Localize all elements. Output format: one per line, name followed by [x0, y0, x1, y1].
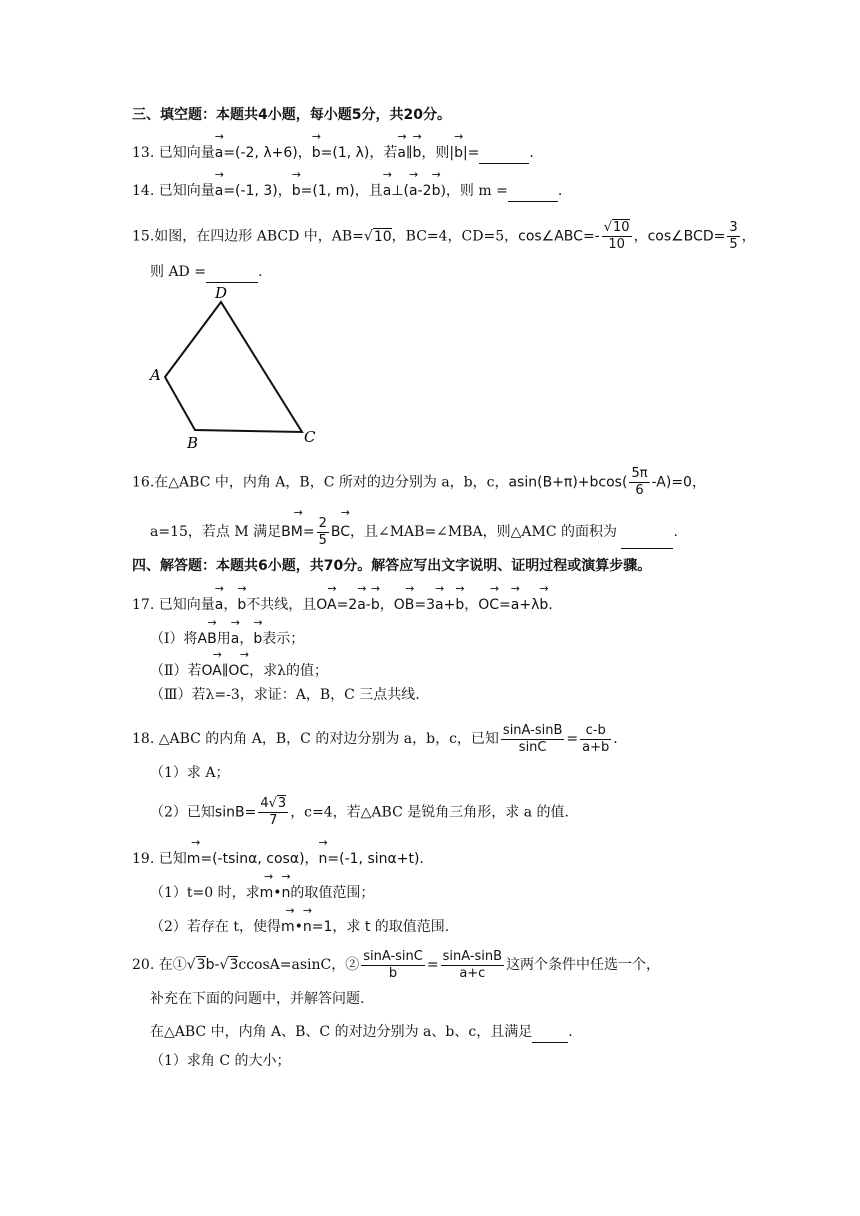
question-15: 15.如图，在四边形 ABCD 中，AB=√10，BC=4，CD=5，cos∠ABC=- $\frac{√10}{10}$ ，cos∠BCD= $\frac{3}{5}$ ， [132, 220, 756, 252]
section-heading-fill-in: 三、填空题：本题共4小题，每小题5分，共20分。 [132, 107, 451, 123]
question-20-line3: 在△ABC 中，内角 A、B、C 的对边分别为 a、b、c，且满足 . [150, 1020, 573, 1043]
question-15-line2: 则 AD = . [150, 260, 262, 283]
answer-blank [206, 260, 258, 283]
fraction: $\frac{\sin A-\sin B}{\sin C}$ [502, 722, 563, 755]
fraction: $\frac{2}{5}$ [318, 515, 327, 548]
question-number: 19. [132, 851, 155, 867]
vertex-label-a: A [150, 366, 161, 384]
question-number: 14. [132, 183, 155, 199]
question-20: 20. 在①√3b-√3ccosA=asinC，② $\frac{\sin A-\sin C}{b}$ = $\frac{\sin A-\sin B}{a+c}$ 这两个条件中任选一个， [132, 948, 661, 981]
question-number: 16. [132, 474, 155, 491]
answer-blank [479, 141, 529, 164]
question-number: 17. [132, 597, 155, 613]
answer-blank [532, 1020, 568, 1043]
question-19: 19. 已知→ m=(-tsinα, cosα)，→ n=(-1, sinα+t). [132, 842, 424, 870]
vertex-label-b: B [187, 434, 199, 452]
question-17-part-3: （Ⅲ）若λ=-3，求证：A，B，C 三点共线. [150, 687, 420, 703]
answer-blank [508, 179, 558, 202]
fraction: $\frac{3}{5}$ [729, 220, 738, 252]
question-17: 17. 已知向量→ a，→ b不共线，且→ OA=2→ a-→ b，→ OB=3→ a+→ b，→ OC=→ a+λ→ b. [132, 588, 553, 616]
fraction: $\frac{√10}{10}$ [603, 220, 630, 252]
question-13: 13. 已知向量→ a=(-2, λ+6)，→ b=(1, λ)，若→ a∥→ b，则|→ b|= . [132, 136, 534, 164]
question-19-part-2: （2）若存在 t，使得→ m•→ n=1，求 t 的取值范围. [150, 910, 449, 938]
question-number: 18. [132, 731, 155, 747]
quadrilateral-figure [140, 282, 330, 452]
question-number: 15. [132, 228, 155, 245]
fraction: $\frac{4√3}{7}$ [260, 796, 287, 828]
question-19-part-1: （1）t=0 时，求→ m•→ n的取值范围； [150, 876, 374, 904]
vector-b: → b [312, 136, 321, 164]
question-number: 20. [132, 957, 155, 973]
fraction: $\frac{c-b}{a+b}$ [582, 722, 610, 755]
vector-a: → a [215, 136, 224, 164]
fraction: $\frac{\sin A-\sin C}{b}$ [363, 948, 423, 981]
vertex-label-d: D [215, 284, 228, 302]
question-18: 18. △ABC 的内角 A，B，C 的对边分别为 a，b，c，已知 $\frac{\sin A-\sin B}{\sin C}$ = $\frac{c-b}{a+b}$ . [132, 722, 618, 755]
fraction: $\frac{\sin A-\sin B}{a+c}$ [442, 948, 503, 981]
section-heading-solutions: 四、解答题：本题共6小题，共70分。解答应写出文字说明、证明过程或演算步骤。 [132, 558, 652, 574]
question-14: 14. 已知向量→ a=(-1, 3)，→ b=(1, m)，且→ a⊥(→ a-2→ b)，则 m = . [132, 174, 562, 202]
vertex-label-c: C [304, 428, 316, 446]
answer-blank [621, 520, 673, 549]
question-17-part-1: （Ⅰ）将→ AB用→ a，→ b表示； [150, 622, 304, 650]
question-18-part-1: （1）求 A； [150, 765, 230, 781]
question-number: 13. [132, 145, 155, 161]
quadrilateral-abcd [165, 302, 302, 432]
question-16: 16.在△ABC 中，内角 A，B，C 所对的边分别为 a，b，c，asin(B+π)+bcos( $\frac{5\pi}{6}$ -A)=0， [132, 466, 706, 498]
question-18-part-2: （2）已知sinB= $\frac{4√3}{7}$ ，c=4，若△ABC 是锐角三角形，求 a 的值. [150, 796, 569, 828]
question-20-part-1: （1）求角 C 的大小； [150, 1053, 291, 1069]
question-20-line2: 补充在下面的问题中，并解答问题. [150, 991, 365, 1007]
question-17-part-2: （Ⅱ）若→ OA∥→ OC，求λ的值； [150, 654, 328, 682]
fraction: $\frac{5\pi}{6}$ [631, 466, 648, 498]
question-16-line2: a=15，若点 M 满足→ BM= $\frac{2}{5}$ → BC，且∠MAB=∠MBA，则△AMC 的面积为 . [150, 512, 678, 549]
